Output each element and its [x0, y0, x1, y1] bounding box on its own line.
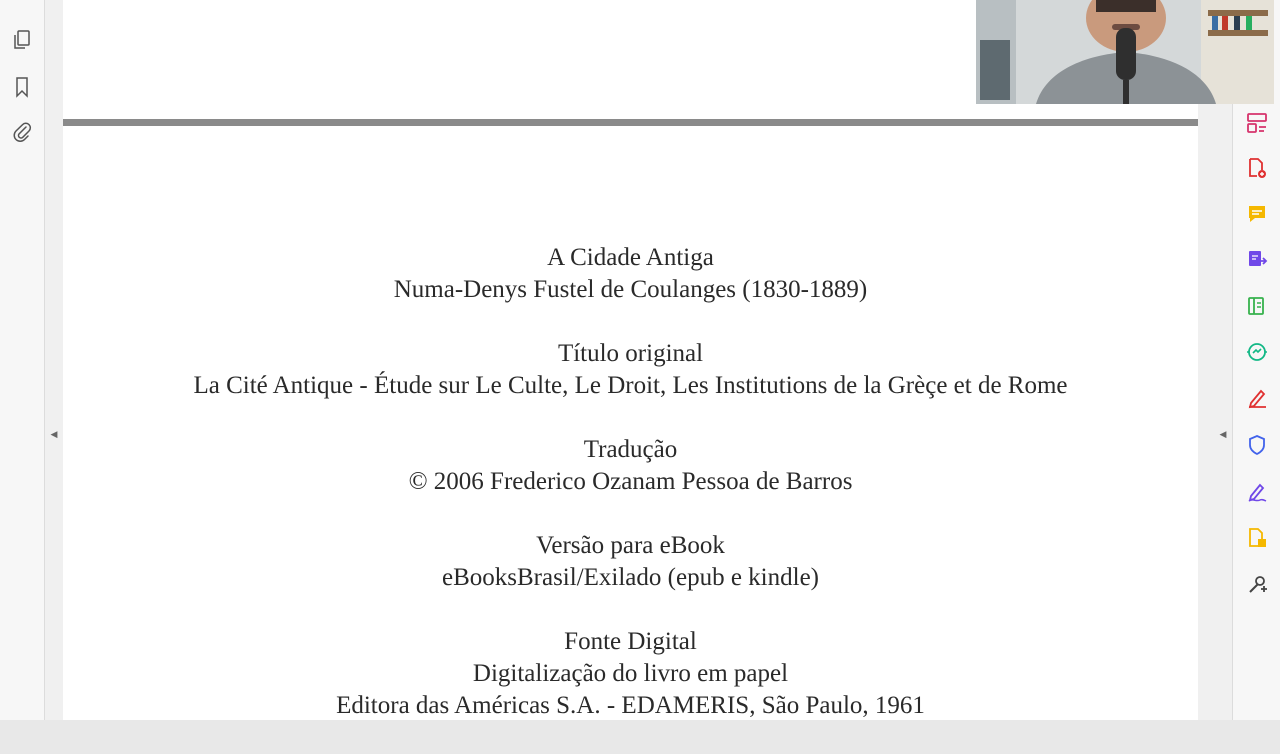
fill-sign-icon[interactable] [1245, 386, 1269, 410]
document-page [63, 126, 1198, 720]
digital-source-heading: Fonte Digital [564, 628, 697, 655]
digital-source-description: Digitalização do livro em papel [472, 660, 789, 687]
title-block [63, 242, 1198, 306]
edit-pdf-icon[interactable] [1245, 294, 1269, 318]
organize-pages-icon[interactable] [1245, 111, 1269, 135]
title-page-text [63, 242, 1198, 754]
right-tools-rail [1232, 0, 1280, 720]
webcam-presenter-image [976, 0, 1274, 104]
translator: © 2006 Frederico Ozanam Pessoa de Barros [408, 468, 853, 495]
translation-block [63, 434, 1198, 498]
ebook-version-heading: Versão para eBook [536, 532, 725, 559]
right-panel-gutter [1198, 0, 1232, 720]
export-pdf-icon[interactable] [1245, 248, 1269, 272]
original-title-heading: Título original [557, 340, 704, 367]
document-viewer[interactable] [63, 0, 1198, 720]
ebook-version-block [63, 530, 1198, 594]
expand-left-panel-icon[interactable]: ◀ [50, 430, 58, 440]
scan-ocr-icon[interactable] [1245, 340, 1269, 364]
left-panel-gutter [45, 0, 63, 720]
page-separator [63, 119, 1198, 126]
expand-right-panel-icon[interactable]: ◀ [1219, 430, 1227, 440]
page-thumbnails-icon[interactable] [10, 28, 34, 52]
translation-heading: Tradução [583, 436, 678, 463]
send-for-review-icon[interactable] [1245, 526, 1269, 550]
create-pdf-icon[interactable] [1245, 156, 1269, 180]
digital-source-block [63, 626, 1198, 722]
original-publisher: Editora das Américas S.A. - EDAMERIS, São Paulo, 1961 [336, 692, 925, 719]
book-author: Numa-Denys Fustel de Coulanges (1830-1889) [393, 276, 868, 303]
book-title: A Cidade Antiga [547, 244, 714, 271]
protect-icon[interactable] [1245, 433, 1269, 457]
original-title-block [63, 338, 1198, 402]
ebook-publisher: eBooksBrasil/Exilado (epub e kindle) [441, 564, 819, 591]
attachment-icon[interactable] [10, 120, 34, 144]
left-navigation-rail [0, 0, 45, 720]
request-signature-icon[interactable] [1245, 480, 1269, 504]
more-tools-icon[interactable] [1245, 573, 1269, 597]
comment-icon[interactable] [1245, 202, 1269, 226]
original-title: La Cité Antique - Étude sur Le Culte, Le Droit, Les Institutions de la Grèçe et de Rome [193, 372, 1068, 399]
webcam-overlay [976, 0, 1274, 104]
bookmark-icon[interactable] [10, 75, 34, 99]
